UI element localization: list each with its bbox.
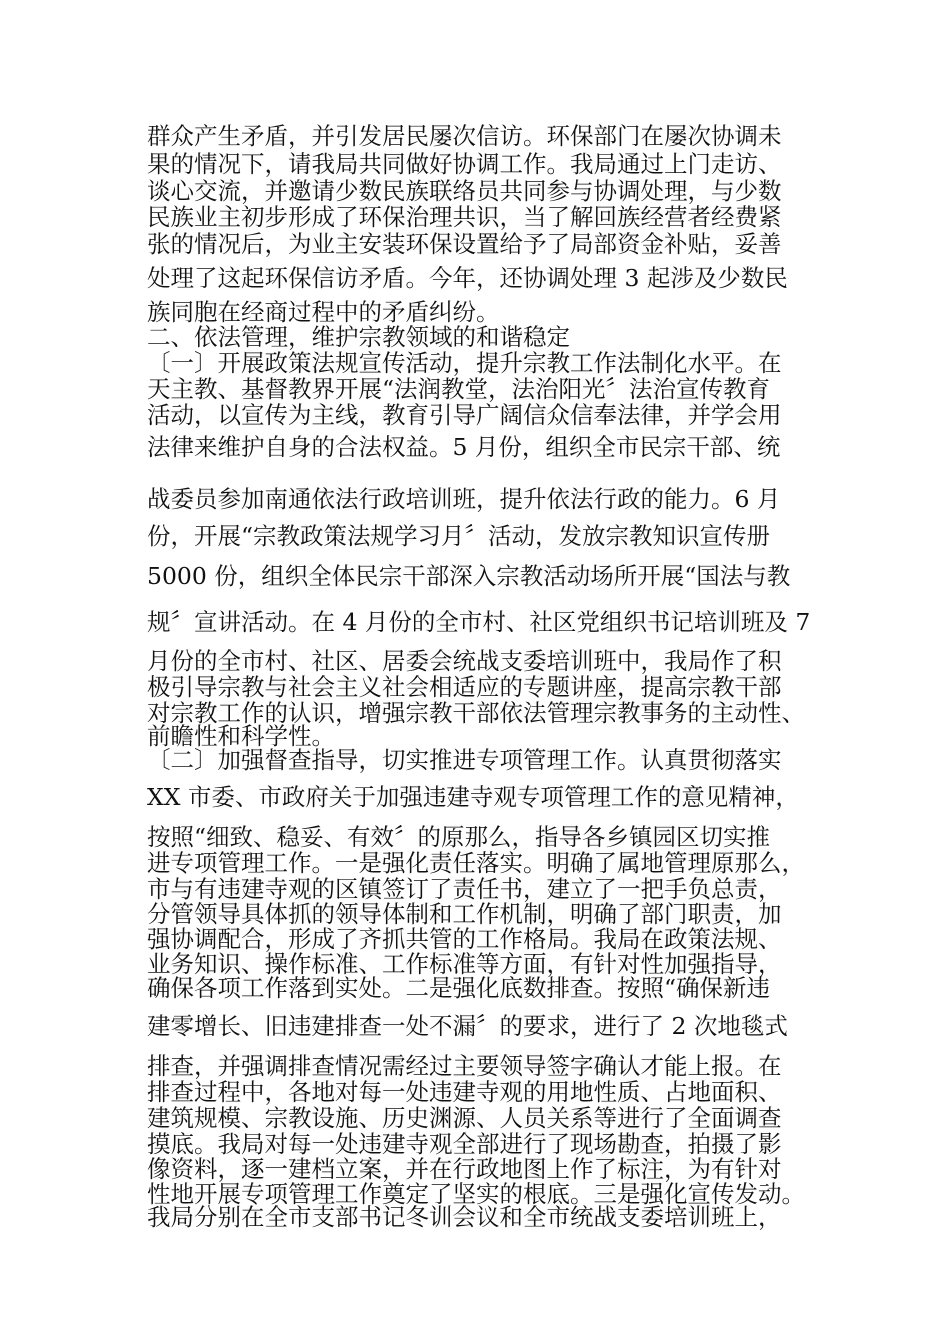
text-line: 前瞻性和科学性。	[147, 722, 335, 750]
subsection-heading: 〔一〕开展政策法规宣传活动，提升宗教工作法制化水平。在	[147, 349, 782, 377]
text-line: 对宗教工作的认识，增强宗教干部依法管理宗教事务的主动性、	[147, 699, 805, 727]
text-line: 规〞宣讲活动。在 4 月份的全市村、社区党组织书记培训班及 7	[147, 608, 811, 636]
text-line: 天主教、基督教界开展“法润教堂，法治阳光〞法治宣传教育	[147, 375, 771, 403]
text-line: 业务知识、操作标准、工作标准等方面，有针对性加强指导，	[147, 950, 782, 978]
text-line: 建零增长、旧违建排查一处不漏〞的要求，进行了 2 次地毯式	[147, 1012, 788, 1040]
text-line: 5000 份，组织全体民宗干部深入宗教活动场所开展“国法与教	[147, 562, 791, 590]
text-line: 排查过程中，各地对每一处违建寺观的用地性质、占地面积、	[147, 1078, 782, 1106]
text-line: 法律来维护自身的合法权益。5 月份，组织全市民宗干部、统	[147, 433, 781, 461]
text-line: 按照“细致、稳妥、有效〞的原那么，指导各乡镇园区切实推	[147, 823, 771, 851]
text-line: 群众产生矛盾，并引发居民屡次信访。环保部门在屡次协调未	[147, 122, 782, 150]
text-line: 建筑规模、宗教设施、历史渊源、人员关系等进行了全面调查	[147, 1104, 782, 1132]
text-line: XX 市委、市政府关于加强违建寺观专项管理工作的意见精神，	[147, 783, 799, 811]
text-line: 民族业主初步形成了环保治理共识，当了解回族经营者经费紧	[147, 203, 782, 231]
subsection-heading: 〔二〕加强督查指导，切实推进专项管理工作。认真贯彻落实	[147, 746, 782, 774]
text-line: 活动，以宣传为主线，教育引导广阔信众信奉法律，并学会用	[147, 401, 782, 429]
text-line: 分管领导具体抓的领导体制和工作机制，明确了部门职责，加	[147, 900, 782, 928]
text-line: 摸底。我局对每一处违建寺观全部进行了现场勘查，拍摄了影	[147, 1130, 782, 1158]
text-line: 月份的全市村、社区、居委会统战支委培训班中，我局作了积	[147, 647, 782, 675]
text-line: 张的情况后，为业主安装环保设置给予了局部资金补贴，妥善	[147, 230, 782, 258]
text-line: 处理了这起环保信访矛盾。今年，还协调处理 3 起涉及少数民	[147, 264, 788, 292]
text-line: 谈心交流，并邀请少数民族联络员共同参与协调处理，与少数	[147, 177, 782, 205]
text-line: 进专项管理工作。一是强化责任落实。明确了属地管理原那么，	[147, 849, 805, 877]
text-line: 性地开展专项管理工作奠定了坚实的根底。三是强化宣传发动。	[147, 1180, 805, 1208]
text-line: 市与有违建寺观的区镇签订了责任书，建立了一把手负总责，	[147, 875, 782, 903]
text-line: 排查，并强调排查情况需经过主要领导签字确认才能上报。在	[147, 1052, 782, 1080]
text-line: 极引导宗教与社会主义社会相适应的专题讲座，提高宗教干部	[147, 673, 782, 701]
text-line: 确保各项工作落到实处。二是强化底数排查。按照“确保新违	[147, 974, 771, 1002]
text-line: 战委员参加南通依法行政培训班，提升依法行政的能力。6 月	[147, 485, 781, 513]
text-line: 我局分别在全市支部书记冬训会议和全市统战支委培训班上，	[147, 1203, 782, 1231]
text-line: 族同胞在经商过程中的矛盾纠纷。	[147, 298, 500, 326]
text-line: 果的情况下，请我局共同做好协调工作。我局通过上门走访、	[147, 150, 782, 178]
text-line: 像资料，逐一建档立案，并在行政地图上作了标注，为有针对	[147, 1155, 782, 1183]
text-line: 份，开展“宗教政策法规学习月〞活动，发放宗教知识宣传册	[147, 522, 771, 550]
section-heading: 二、依法管理，维护宗教领域的和谐稳定	[147, 323, 570, 351]
text-line: 强协调配合，形成了齐抓共管的工作格局。我局在政策法规、	[147, 925, 782, 953]
